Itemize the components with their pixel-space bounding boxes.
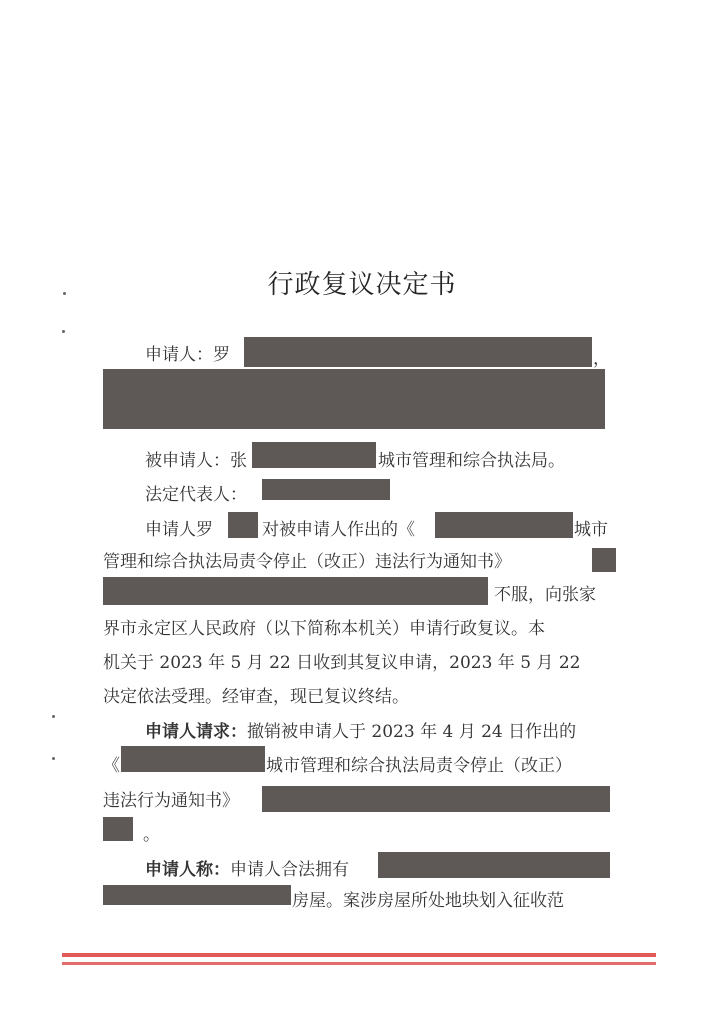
redaction-block [262,479,390,500]
claim-text: 申请人合法拥有 [230,860,349,880]
redaction-block [103,885,291,905]
red-rule-line [62,962,656,965]
redaction-block [435,512,573,538]
respondent-name: 城市管理和综合执法局。 [378,451,565,471]
redaction-block [378,852,610,878]
para-intro-text: 对被申请人作出的《 [262,520,415,540]
request-label: 申请人请求： [145,722,247,742]
claim-label: 申请人称： [145,860,230,880]
para-intro-text: 申请人罗 [145,520,213,540]
scan-speck [62,330,65,333]
respondent-label: 被申请人： [145,451,230,471]
redaction-block [262,786,610,812]
red-rule-line [62,953,656,957]
para-intro-text: 不服，向张家 [494,585,596,605]
para-intro-text: 决定依法受理。经审查，现已复议终结。 [103,687,409,707]
scan-speck [52,757,55,760]
para-intro-text: 界市永定区人民政府（以下简称本机关）申请行政复议。本 [103,619,545,639]
redaction-block [244,337,592,367]
para-intro-text: 城市 [574,520,608,540]
scan-speck [52,715,55,718]
redaction-block [252,442,376,468]
para-intro-text: 机关于 2023 年 5 月 22 日收到其复议申请，2023 年 5 月 22 [103,653,581,673]
redaction-block [121,746,265,772]
request-text: 违法行为通知书》 [103,791,239,811]
applicant-label: 申请人：罗 [145,345,230,365]
redaction-block [103,817,133,841]
claim-text: 房屋。案涉房屋所处地块划入征收范 [292,891,564,911]
request-text: 。 [143,825,160,845]
para-intro-text: 管理和综合执法局责令停止（改正）违法行为通知书》 [103,552,511,572]
redaction-block [103,369,605,429]
applicant-comma: ， [593,349,610,369]
request-text: 城市管理和综合执法局责令停止（改正） [266,756,572,776]
scan-speck [63,292,66,295]
redaction-block [228,512,258,538]
redaction-block [592,548,616,572]
document-title: 行政复议决定书 [267,270,457,300]
request-text: 撤销被申请人于 2023 年 4 月 24 日作出的 [247,722,577,742]
redaction-block [103,577,488,605]
request-text: 《 [103,756,120,776]
respondent-partial-char: 张 [230,451,247,471]
legal-rep-label: 法定代表人： [145,485,247,505]
